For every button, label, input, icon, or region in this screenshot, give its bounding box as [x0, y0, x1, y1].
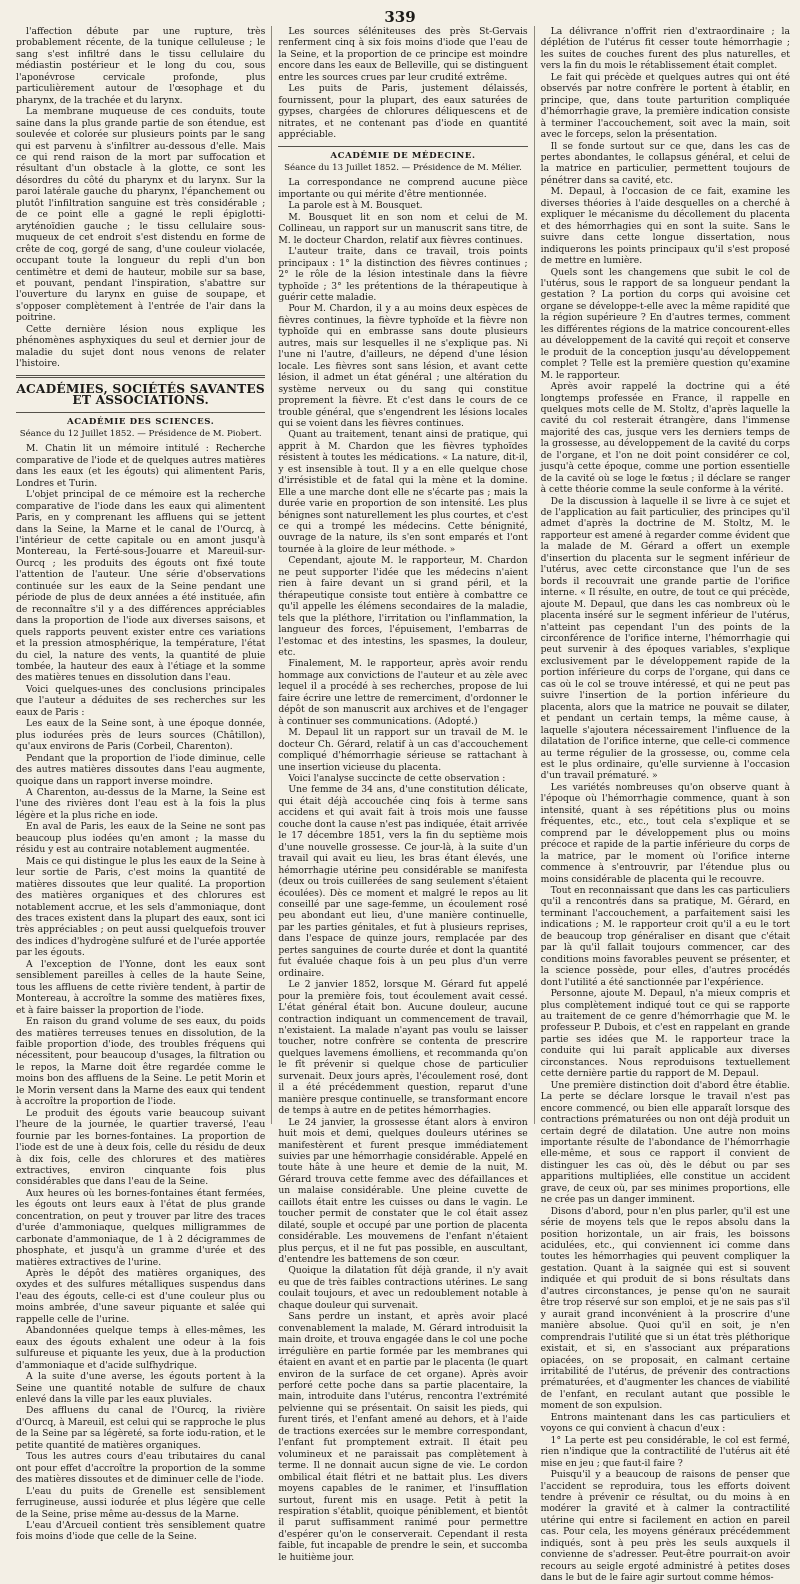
section-rule-top	[16, 375, 265, 378]
paragraph: De la discussion à laquelle il se livre à ce sujet et de l'application au fait particulier, des principes qu'il admet d'après la doctrine de M. Stoltz, M. le rapporteur est amené à regarder comme évident que la malade de M. Gérard a offert un exemple d'insertion du placenta sur le segment inférieur de l'utérus, avec cette circonstance que l'un de ses bords il recouvrait une grande partie de l'orifice interne. « Il résulte, en outre, de tout ce qui précède, ajoute M. Depaul, que dans les cas nombreux où le placenta inséré sur le segment inférieur de l'utérus, n'atteint pas cependant l'un des points de la circonférence de l'orifice interne, l'hémorrhagie qui peut survenir à des époques variables, s'explique exclusivement par le développement rapide de la portion inférieure du corps de l'organe, qui dans ce cas où le col se trouve intéressé, et qui ne peut pas suivre l'insertion de la portion inférieure du placenta, alors que la matrice ne pouvait se dilater, et pendant un certain temps, la même cause, à laquelle s'ajoutera nécessairement l'influence de la dilatation de l'orifice interne, que celle-ci commence au terme régulier de la grossesse, ou, comme cela est le plus ordinaire, qu'elle survienne à l'occasion d'un travail prématuré. »	[540, 495, 790, 782]
paragraph: A l'exception de l'Yonne, dont les eaux sont sensiblement pareilles à celles de la haute Seine, tous les affluens de cette rivière tendent, à partir de Montereau, à accroître la somme des matières fixes, et à faire baisser la proportion de l'iode.	[16, 958, 266, 1016]
paragraph: A la suite d'une averse, les égouts portent à la Seine une quantité notable de sulfure de chaux enlevé dans la ville par les eaux pluviales.	[16, 1371, 266, 1406]
paragraph: Disons d'abord, pour n'en plus parler, qu'il est une série de moyens tels que le repos absolu dans la position horizontale, un air frais, les boissons acidulées, etc., qui conviennent ici comme dans toutes les hémorrhagies qui peuvent compliquer la gestation. Quant à la saignée qui est si souvent indiquée et qui produit de si bons résultats dans d'autres circonstances, je pense qu'on ne saurait être trop réservé sur son emploi, et je ne sais pas s'il y aurait grand inconvénient à la proscrire d'une manière absolue. Quoi qu'il en soit, je n'en comprendrais l'utilité que si un état très pléthorique existait, et si, en s'associant aux préparations opiacées, on se proposait, en calmant certaine irritabilité de l'utérus, de prévenir des contractions prématurées, et d'augmenter les chances de viabilité de l'enfant, en reculant autant que possible le moment de son expulsion.	[540, 1205, 790, 1412]
paragraph: L'eau du puits de Grenelle est sensiblement ferrugineuse, aussi iodurée et plus légère que celle de la Seine, prise même au-dessus de la Marne.	[16, 1485, 266, 1520]
paragraph: Le fait qui précède et quelques autres qui ont été observés par notre confrère le portent à établir, en principe, que, dans toute parturition compliquée d'hémorrhagie grave, la première indication consiste à terminer l'accouchement, soit avec la main, soit avec le forceps, selon la présentation.	[540, 71, 790, 141]
paragraph: Quant au traitement, tenant ainsi de pratique, qui apprit à M. Chardon que les fièvres typhoïdes résistent à toutes les médications. « La nature, dit-il, y est insensible à tout. Il y a en elle quelque chose d'irrésistible et de fatal qui la mène et la domine. Elle a une marche dont elle ne s'écarte pas ; mais la durée varie en proportion de son intensité. Les plus bénignes sont naturellement les plus courtes, et c'est ce qui a trompé les médecins. Cette bénignité, ouvrage de la nature, ils s'en sont emparés et l'ont tournée à la gloire de leur méthode. »	[278, 429, 528, 555]
paragraph: Le 2 janvier 1852, lorsque M. Gérard fut appelé pour la première fois, tout écoulement avait cessé. L'état général était bon. Aucune douleur, aucune contraction indiquant un commencement de travail, n'existaient. La malade n'ayant pas voulu se laisser toucher, notre confrère se contenta de prescrire quelques lavemens émolliens, et recommanda qu'on le fît prévenir si quelque chose de particulier survenait. Deux jours après, l'écoulement rosé, dont il a été précédemment question, reparut d'une manière presque continuelle, se transformant encore de temps à autre en de petites hémorrhagies.	[278, 979, 528, 1117]
paragraph: Sans perdre un instant, et après avoir placé convenablement la malade, M. Gérard introduisit la main droite, et trouva engagée dans le col une poche irrégulière en partie formée par les membranes qui étaient en avant et en partie par le placenta (le quart environ de la surface de cet organe). Après avoir perforé cette poche dans sa partie placentaire, la main, introduite dans l'utérus, rencontra l'extrémité pelvienne qui se présentait. On saisit les pieds, qui furent tirés, et l'enfant amené au dehors, et à l'aide de tractions exercées sur le membre correspondant, l'enfant fut promptement extrait. Il était peu volumineux et ne paraissait pas complètement à terme. Il ne donnait aucun signe de vie. Le cordon ombilical était flétri et ne battait plus. Les divers moyens capables de le ranimer, et l'insufflation surtout, furent mis en usage. Petit à petit la respiration s'établit, quoique péniblement, et bientôt il parut suffisamment ranimé pour permettre d'espérer qu'on le conserverait. Cependant il resta faible, fut incapable de prendre le sein, et succomba le huitième jour.	[278, 1311, 528, 1563]
col1-body	[16, 443, 265, 1543]
paragraph: l'affection débute par une rupture, très probablement récente, de la tunique celluleuse ; le sang s'est infiltré dans le tissu cellulaire du médiastin postérieur et le long du cou, sous l'aponévrose cervicale profonde, plus particulièrement autour de l'œsophage et du pharynx, de la trachée et du larynx.	[16, 26, 266, 106]
section-rule-bottom	[16, 412, 265, 413]
paragraph: La parole est à M. Bousquet.	[288, 200, 423, 212]
paragraph: Quoique la dilatation fût déjà grande, il n'y avait eu que de très faibles contractions utérines. Le sang coulait toujours, et avec un redoublement notable à chaque douleur qui survenait.	[278, 1265, 528, 1311]
paragraph: Des affluens du canal de l'Ourcq, la rivière d'Ourcq, à Mareuil, est celui qui se rapproche le plus de la Seine par sa légèreté, sa forte iodu-ration, et le petite quantité de matières organiques.	[16, 1405, 266, 1451]
paragraph: La correspondance ne comprend aucune pièce importante ou qui mérite d'être mentionnée.	[278, 177, 528, 200]
paragraph: A Charenton, au-dessus de la Marne, la Seine est l'une des rivières dont l'eau est à la fois la plus légère et la plus riche en iode.	[16, 787, 266, 821]
paragraph: En raison du grand volume de ses eaux, du poids des matières terreuses tenues en dissolution, de la faible proportion d'iode, des troubles fréquens qui nécessitent, pour beaucoup d'usages, la filtration ou le repos, la Marne doit être regardée comme le moins bon des affluens de la Seine. Le petit Morin et le Morin versent dans la Marne des eaux qui tendent à accroître la proportion de l'iode.	[16, 1016, 266, 1108]
column-3	[534, 26, 790, 1584]
paragraph: M. Chatin lit un mémoire intitulé : Recherche comparative de l'iode et de quelques autres matières dans les eaux (et les égouts) qui alimentent Paris, Londres et Turin.	[16, 443, 266, 489]
paragraph: Après le dépôt des matières organiques, des oxydes et des sulfures métalliques suspendus dans l'eau des égouts, celle-ci est d'une couleur plus ou moins ambrée, d'une saveur piquante et salée qui rappelle celle de l'urine.	[16, 1268, 266, 1325]
col2-top-text	[278, 26, 527, 141]
paragraph: 1° La perte est peu considérable, le col est fermé, rien n'indique que la contractilité de l'utérus ait été mise en jeu ; que faut-il faire ?	[540, 1434, 790, 1469]
paragraph: Personne, ajoute M. Depaul, n'a mieux compris et plus complètement indiqué tout ce qui se rapporte au traitement de ce genre d'hémorrhagie que M. le professeur P. Dubois, et c'est en rappelant en grande partie ses idées que M. le rapporteur trace la conduite qui lui paraît applicable aux diverses circonstances. Nous reproduisons textuellement cette dernière partie du rapport de M. Depaul.	[540, 988, 790, 1080]
col2-rule-top	[278, 146, 527, 147]
paragraph: Puisqu'il y a beaucoup de raisons de penser que l'accident se reproduira, tous les efforts doivent tendre à prévenir ce résultat, ou du moins à en modérer la gravité et à calmer la contractilité utérine qui entre si facilement en action en pareil cas. Pour cela, les moyens généraux précédemment indiqués, sont à peu près les seuls auxquels il convienne de s'adresser. Peut-être pourrait-on avoir recours au seigle ergoté administré à petites doses dans le but de le faire agir surtout comme hémos-	[540, 1469, 790, 1584]
paragraph: Aux heures où les bornes-fontaines étant fermées, les égouts ont leurs eaux à l'état de plus grande concentration, on peut y trouver par litre des traces d'urée d'ammoniaque, quelques milligrammes de carbonate d'ammoniaque, de 1 à 2 décigrammes de phosphate, et jusqu'à un gramme d'urée et des matières extractives de l'urine.	[16, 1187, 266, 1268]
paragraph: L'eau d'Arcueil contient très sensiblement quatre fois moins d'iode que celle de la Seine.	[16, 1520, 266, 1543]
paragraph: Tout en reconnaissant que dans les cas particuliers qu'il a rencontrés dans sa pratique, M. Gérard, en terminant l'accouchement, a parfaitement saisi les indications ; M. le rapporteur croit qu'il a eu le tort de beaucoup trop généraliser en disant que c'était par là qu'il fallait toujours commencer, car des conditions moins favorables peuvent se présenter, et la science possède, pour elles, d'autres procédés dont l'utilité a été sanctionnée par l'expérience.	[540, 884, 790, 988]
paragraph: M. Depaul, à l'occasion de ce fait, examine les diverses théories à l'aide desquelles on a cherché à expliquer le mécanisme du décollement du placenta et des hémorrhagies qui en sont la suite. Sans le suivre dans cette longue dissertation, nous indiquerons les points principaux qu'il s'est proposé de mettre en lumière.	[540, 186, 790, 267]
paragraph: M. Bousquet lit en son nom et celui de M. Collineau, un rapport sur un manuscrit sans titre, de M. le docteur Chardon, relatif aux fièvres continues.	[278, 211, 528, 246]
paragraph: Cette dernière lésion nous explique les phénomènes asphyxiques du seul et dernier jour de maladie du sujet dont nous venons de relater l'histoire.	[16, 323, 266, 370]
paragraph: La délivrance n'offrit rien d'extraordinaire ; la déplétion de l'utérus fit cesser toute hémorrhagie ; les suites de couches furent des plus naturelles, et vers la fin du mois le rétablissement était complet.	[540, 26, 790, 72]
col1-top-text	[16, 26, 265, 370]
col1-sub-heading: ACADÉMIE DES SCIENCES.	[66, 416, 215, 427]
col3-body	[541, 26, 790, 1584]
paragraph: Les sources séléniteuses des près St-Gervais renferment cinq à six fois moins d'iode que l'eau de la Seine, et la proportion de ce principe est moindre encore dans les eaux de Belleville, qui se distinguent entre les sources crues par leur crudité extrême.	[278, 26, 528, 83]
paragraph: Pendant que la proportion de l'iode diminue, celle des autres matières dissoutes dans l'eau augmente, quoique dans un rapport inverse moindre.	[16, 752, 266, 787]
paragraph: En aval de Paris, les eaux de la Seine ne sont pas beaucoup plus iodées qu'en amont ; la masse du résidu y est au contraire notablement augmentée.	[16, 821, 266, 856]
paragraph: Les puits de Paris, justement délaissés, fournissent, pour la plupart, des eaux saturées de gypses, chargées de chlorures déliquescens et de nitrates, et ne contenant pas d'iode en quantité appréciable.	[278, 83, 528, 141]
paragraph: Le produit des égouts varie beaucoup suivant l'heure de la journée, le quartier traversé, l'eau fournie par les bornes-fontaines. La proportion de l'iode est de une à deux fois, celle du résidu de deux à dix fois, celle des chlorures et des matières extractives, environ cinquante fois plus considérables que dans l'eau de la Seine.	[16, 1107, 266, 1188]
paragraph: Tous les autres cours d'eau tributaires du canal ont pour effet d'accroître la proportion de la somme des matières dissoutes et de diminuer celle de l'iode.	[16, 1451, 266, 1486]
paragraph: Les eaux de la Seine sont, à une époque donnée, plus iodurées près de leurs sources (Châtillon), qu'aux environs de Paris (Corbeil, Charenton).	[16, 718, 266, 753]
column-2	[271, 26, 528, 1563]
paragraph: Voici quelques-unes des conclusions principales que l'auteur a déduites de ses recherches sur les eaux de Paris :	[16, 683, 266, 718]
columns	[16, 26, 790, 1584]
paragraph: Mais ce qui distingue le plus les eaux de la Seine à leur sortie de Paris, c'est moins la quantité de matières dissoutes que leur qualité. La proportion des matières organiques et des chlorures est notablement accrue, et les sels d'ammoniaque, dont des traces existent dans la plupart des eaux, sont ici très appréciables ; on peut aussi quelquefois trouver des indices d'hydrogène sulfuré et de l'urée apportée par les égouts.	[16, 855, 266, 959]
col1-session-line: Séance du 12 Juillet 1852. — Présidence de M. Piobert.	[19, 428, 262, 439]
paragraph: La membrane muqueuse de ces conduits, toute saine dans la plus grande partie de son étendue, est soulevée et colorée sur plusieurs points par le sang qui est parvenu à s'infiltrer au-dessous d'elle. Mais ce qui rend raison de la mort par suffocation et résultant d'un obstacle à la glotte, ce sont les désordres du côté du pharynx et du larynx. Sur la paroi latérale gauche du pharynx, l'épanchement ou plutôt l'infiltration sanguine est très considérable ; de ce point elle a gagné le repli épiglotti-aryténoïdien gauche ; le tissu cellulaire sous-muqueux de cet endroit s'est distendu en forme de crête de coq, gorgé de sang, d'une couleur violacée, occupant toute la longueur du repli d'un bon centimètre et demi de hauteur, mobile sur sa base, et pouvant, pendant l'inspiration, s'abattre sur l'ouverture du larynx en guise de soupape, et s'opposer complètement à l'entrée de l'air dans la poitrine.	[16, 106, 266, 324]
paragraph: L'auteur traite, dans ce travail, trois points principaux : 1° la distinction des fièvres continues ; 2° le rôle de la lésion intestinale dans la fièvre typhoïde ; 3° les prétentions de la thérapeutique à guérir cette maladie.	[278, 246, 528, 303]
paragraph: Finalement, M. le rapporteur, après avoir rendu hommage aux convictions de l'auteur et au zèle avec lequel il a procédé à ses recherches, propose de lui faire écrire une lettre de remerciment, d'ordonner le dépôt de son manuscrit aux archives et de l'engager à continuer ses communications. (Adopté.)	[278, 658, 528, 727]
column-1	[16, 26, 266, 1543]
col2-body	[278, 177, 527, 1563]
col2-sub-heading: ACADÉMIE DE MÉDECINE.	[330, 150, 476, 161]
paragraph: Abandonnées quelque temps à elles-mêmes, les eaux des égouts exhalent une odeur à la fois sulfureuse et piquante les yeux, due à la production d'ammoniaque et d'acide sulfhydrique.	[16, 1325, 266, 1371]
page-number: 339	[384, 8, 416, 26]
paragraph: Cependant, ajoute M. le rapporteur, M. Chardon ne peut supporter l'idée que les médecins n'aient rien à faire devant un si grand péril, et la thérapeutique consiste tout entière à combattre ce qu'il appelle les élémens secondaires de la maladie, tels que la pléthore, l'irritation ou l'inflammation, la langueur des forces, l'épuisement, l'embarras de l'estomac et des intestins, les spasmes, la douleur, etc.	[278, 555, 528, 659]
paragraph: Pour M. Chardon, il y a au moins deux espèces de fièvres continues, la fièvre typhoïde et la fièvre non typhoïde qui en embrasse sans doute plusieurs autres, mais sur lesquelles il ne s'explique pas. Ni l'une ni l'autre, d'ailleurs, ne dépend d'une lésion locale. Les fièvres sont sans lésion, et avant cette lésion, il admet un état général ; une altération du système nerveux ou du sang qui constitue proprement la fièvre. Et c'est dans le cours de ce trouble général, que s'engendrent les lésions locales qui se voient dans les fièvres continues.	[278, 303, 528, 429]
paragraph: Une femme de 34 ans, d'une constitution délicate, qui était déjà accouchée cinq fois à terme sans accidens et qui avait fait à trois mois une fausse couche dont la cause n'est pas indiquée, était arrivée le 17 décembre 1851, vers la fin du septième mois d'une nouvelle grossesse. Ce jour-là, à la suite d'un travail qui avait eu lieu, les bras étant élevés, une hémorrhagie utérine peu considérable se manifesta (deux ou trois cuillerées de sang seulement s'étaient écoulées). Dès ce moment et malgré le repos au lit conseillé par une sage-femme, un écoulement rosé peu abondant eut lieu, d'une manière continuelle, par les parties génitales, et fut à plusieurs reprises, dans l'espace de quinze jours, remplacée par des pertes sanguines de courte durée et dont la quantité fut évaluée chaque fois à un peu plus d'un verre ordinaire.	[278, 784, 528, 979]
paragraph: Les variétés nombreuses qu'on observe quant à l'époque où l'hémorrhagie commence, quant à son intensité, quant à ses répétitions plus ou moins fréquentes, etc., etc., tout cela s'explique et se comprend par le développement plus ou moins précoce et rapide de la partie inférieure du corps de la matrice, par le moment où l'orifice interne commence à s'entrouvrir, par l'étendue plus ou moins considérable de placenta qui le recouvre.	[540, 781, 790, 885]
paragraph: L'objet principal de ce mémoire est la recherche comparative de l'iode dans les eaux qui alimentent Paris, en y comprenant les affluens qui se jettent dans la Seine, la Marne et le canal de l'Ourcq, à l'intérieur de cette capitale ou en amont jusqu'à Montereau, la Ferté-sous-Jouarre et Mareuil-sur-Ourcq ; les produits des égouts ont fixé toute l'attention de l'auteur. Une série d'observations continuée sur les eaux de la Seine pendant une période de plus de deux années a été instituée, afin de reconnaître s'il y a des différences appréciables dans la proportion de l'iode aux diverses saisons, et quels rapports peuvent exister entre ces variations et la pression atmosphérique, la température, l'état du ciel, la nature des vents, la quantité de pluie tombée, la hauteur des eaux à l'étiage et la somme des matières tenues en dissolution dans l'eau.	[16, 489, 266, 684]
paragraph: Le 24 janvier, la grossesse étant alors à environ huit mois et demi, quelques douleurs utérines se manifestèrent et furent presque immédiatement suivies par une hémorrhagie considérable. Appelé en toute hâte à une heure et demie de la nuit, M. Gérard trouva cette femme avec des défaillances et un malaise considérable. Une pleine cuvette de caillots était entre les cuisses ou dans le vagin. Le toucher permit de constater que le col était assez dilaté, souple et occupé par une portion de placenta considérable. Les mouvemens de l'enfant n'étaient plus perçus, et il ne fut pas possible, en auscultant, d'entendre les battemens de son cœur.	[278, 1116, 528, 1266]
paragraph: Entrons maintenant dans les cas particuliers et voyons ce qui convient à chacun d'eux :	[540, 1411, 790, 1435]
paragraph: Voici l'analyse succincte de cette observation :	[288, 773, 506, 784]
section-heading: ACADÉMIES, SOCIÉTÉS SAVANTES ET ASSOCIATIONS.	[16, 381, 265, 408]
col2-session-line: Séance du 13 Juillet 1852. — Présidence de M. Mélier.	[284, 162, 522, 173]
paragraph: Il se fonde surtout sur ce que, dans les cas de pertes abondantes, le collapsus général, et celui de la matrice en particulier, permettent toujours de pénétrer dans sa cavité, etc.	[540, 140, 790, 186]
paragraph: M. Depaul lit un rapport sur un travail de M. le docteur Ch. Gérard, relatif à un cas d'accouchement compliqué d'hémorrhagie sérieuse se rattachant à une insertion vicieuse du placenta.	[278, 727, 528, 773]
paragraph: Quels sont les changemens que subit le col de l'utérus, sous le rapport de sa longueur pendant la gestation ? La portion du corps qui avoisine cet organe se développe-t-elle avec la même rapidité que la région supérieure ? En d'autres termes, comment les différentes régions de la matrice concourent-elles au développement de la cavité qui reçoit et conserve le produit de la conception jusqu'au développement complet ? Telle est la première question qu'examine M. le rapporteur.	[540, 266, 790, 381]
paragraph: Après avoir rappelé la doctrine qui a été longtemps professée en France, il rappelle en quelques mots celle de M. Stoltz, d'après laquelle la cavité du col resterait étrangère, dans l'immense majorité des cas, jusque vers les derniers temps de la grossesse, au développement de la cavité du corps de l'organe, et l'on ne doit point considérer ce col, jusqu'à cette époque, comme une portion essentielle de la cavité où se loge le fœtus ; il déclare se ranger à cette théorie comme la seule conforme à la vérité.	[540, 381, 790, 496]
paragraph: Une première distinction doit d'abord être établie. La perte se déclare lorsque le travail n'est pas encore commencé, ou bien elle apparaît lorsque des contractions prématurées ou non ont déjà produit un certain degré de dilatation. Une autre non moins importante résulte de l'abondance de l'hémorrhagie elle-même, et sous ce rapport il convient de distinguer les cas où, dès le début ou par ses apparitions multipliées, elle constitue un accident grave, de ceux où, par ses minimes proportions, elle ne crée pas un danger imminent.	[540, 1079, 790, 1206]
